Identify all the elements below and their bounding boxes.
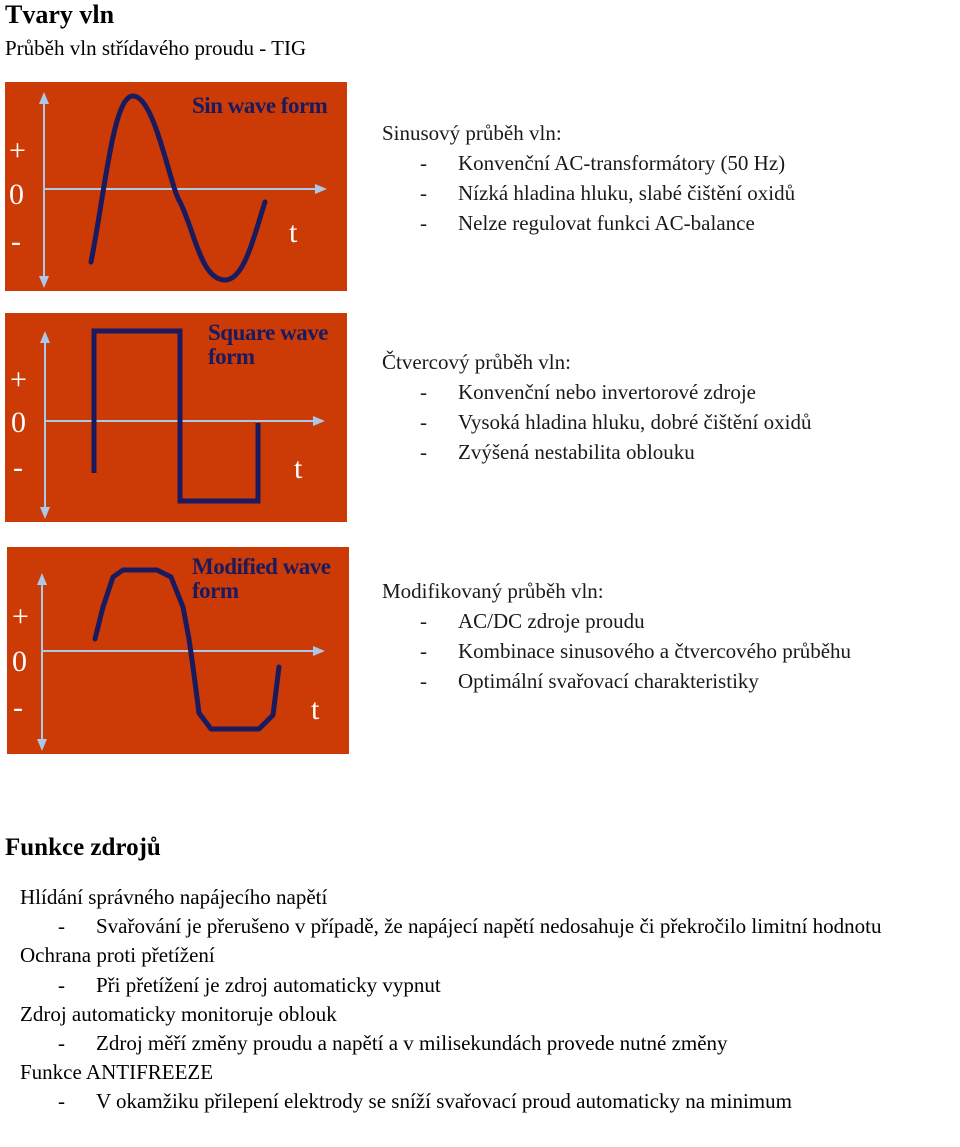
modified-wave-description (382, 576, 851, 696)
desc-item: - Konvenční AC-transformátory (50 Hz) (420, 151, 786, 175)
desc-item: - Konvenční nebo invertorové zdroje (420, 380, 756, 404)
modified-wave-panel (7, 547, 349, 754)
desc-heading: Modifikovaný průběh vln: (382, 579, 604, 603)
function-heading: Zdroj automaticky monitoruje oblouk (20, 1001, 337, 1026)
y-axis-arrow-down (40, 507, 50, 519)
x-axis-arrow (313, 646, 325, 656)
plus-sign: + (9, 134, 26, 167)
square-wave-panel (5, 313, 347, 522)
zero-sign: 0 (11, 406, 26, 439)
minus-sign: - (13, 451, 23, 484)
function-detail: - Zdroj měří změny proudu a napětí a v milisekundách provede nutné změny (58, 1031, 728, 1056)
function-heading: Hlídání správného napájecího napětí (20, 885, 328, 909)
page-subtitle: Průběh vln střídavého proudu - TIG (5, 36, 307, 60)
function-detail: - Svařování je přerušeno v případě, že napájecí napětí nedosahuje či překročilo limitní hodnotu (58, 914, 882, 939)
modified-curve (95, 570, 279, 729)
time-label: t (294, 452, 303, 485)
y-axis-arrow-up (40, 331, 50, 343)
plus-sign: + (10, 363, 27, 396)
desc-item: - Vysoká hladina hluku, dobré čištění oxidů (420, 410, 812, 434)
desc-item: - Nelze regulovat funkci AC-balance (420, 211, 755, 235)
desc-item: - Nízká hladina hluku, slabé čištění oxidů (420, 181, 796, 205)
zero-sign: 0 (9, 178, 24, 211)
functions-list (20, 883, 960, 1117)
desc-heading: Čtvercový průběh vln: (382, 350, 571, 374)
desc-item: - Zvýšená nestabilita oblouku (420, 440, 695, 464)
x-axis-arrow (313, 416, 325, 426)
panel-title: Modified wave (192, 554, 331, 579)
function-detail: - Při přetížení je zdroj automaticky vypnut (58, 972, 441, 997)
function-detail: - V okamžiku přilepení elektrody se sníží svařovací proud automaticky na minimum (58, 1089, 792, 1114)
plus-sign: + (12, 600, 29, 633)
sin-wave-panel (5, 82, 347, 291)
desc-item: - Kombinace sinusového a čtvercového průběhu (420, 639, 852, 663)
minus-sign: - (13, 691, 23, 724)
zero-sign: 0 (12, 645, 27, 678)
function-heading: Funkce ANTIFREEZE (20, 1060, 214, 1085)
functions-title: Funkce zdrojů (5, 834, 161, 861)
desc-item: - AC/DC zdroje proudu (420, 609, 645, 633)
desc-heading: Sinusový průběh vln: (382, 121, 562, 145)
y-axis-arrow-up (39, 92, 49, 104)
panel-title-line2: form (192, 578, 239, 603)
time-label: t (289, 216, 298, 249)
panel-title: Square wave (208, 320, 328, 345)
panel-title-line2: form (208, 344, 255, 369)
y-axis-arrow-down (39, 276, 49, 288)
function-heading: Ochrana proti přetížení (20, 943, 215, 968)
x-axis-arrow (315, 184, 327, 194)
desc-item: - Optimální svařovací charakteristiky (420, 669, 759, 693)
square-wave-description (382, 347, 811, 467)
time-label: t (311, 693, 320, 726)
sin-wave-description (382, 118, 795, 238)
y-axis-arrow-down (37, 739, 47, 751)
page-title: Tvary vln (5, 0, 115, 29)
panel-title: Sin wave form (192, 93, 328, 118)
minus-sign: - (11, 225, 21, 258)
y-axis-arrow-up (37, 573, 47, 585)
